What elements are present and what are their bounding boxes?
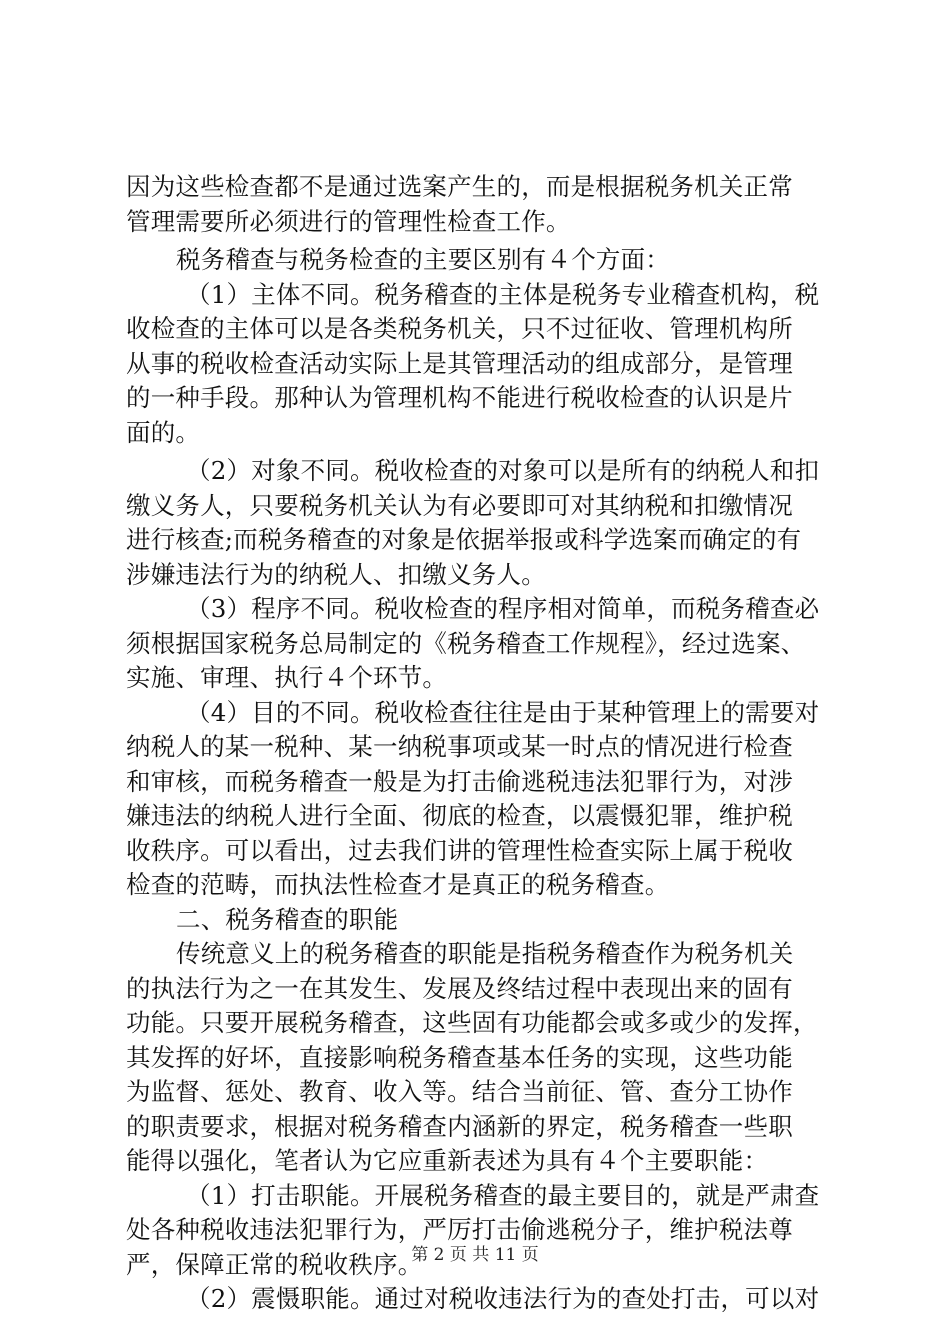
text-line: 为监督、惩处、教育、收入等。结合当前征、管、查分工协作 — [126, 1077, 793, 1106]
text-line: 收检查的主体可以是各类税务机关，只不过征收、管理机构所 — [126, 314, 793, 343]
text-line: 的执法行为之一在其发生、发展及终结过程中表现出来的固有 — [126, 973, 793, 1003]
text-line: （4）目的不同。税收检查往往是由于某种管理上的需要对 — [186, 697, 820, 727]
text-line: 检查的范畴，而执法性检查才是真正的税务稽查。 — [126, 870, 670, 899]
text-line: 面的。 — [126, 417, 201, 447]
text-line: 收秩序。可以看出，过去我们讲的管理性检查实际上属于税收 — [126, 835, 793, 865]
text-line: （1）主体不同。税务稽查的主体是税务专业稽查机构，税 — [186, 279, 820, 309]
text-line: 嫌违法的纳税人进行全面、彻底的检查，以震慑犯罪，维护税 — [126, 801, 793, 830]
text-line: 税务稽查与税务检查的主要区别有４个方面： — [176, 245, 670, 274]
text-line: 能得以强化，笔者认为它应重新表述为具有４个主要职能： — [126, 1146, 769, 1175]
text-line: 和审核，而税务稽查一般是为打击偷逃税违法犯罪行为，对涉 — [126, 766, 793, 796]
text-line: 功能。只要开展税务稽查，这些固有功能都会或多或少的发挥， — [126, 1008, 818, 1037]
page-number-footer: 第 2 页 共 11 页 — [411, 1245, 539, 1265]
document-body — [126, 170, 846, 1317]
text-line: （3）程序不同。税收检查的程序相对简单，而税务稽查必 — [186, 594, 820, 623]
text-line: （2）震慑职能。通过对税收违法行为的查处打击，可以对 — [186, 1284, 820, 1313]
text-line: （1）打击职能。开展税务稽查的最主要目的，就是严肃查 — [186, 1180, 820, 1210]
text-line: 涉嫌违法行为的纳税人、扣缴义务人。 — [126, 559, 546, 589]
text-line: 因为这些检查都不是通过选案产生的，而是根据税务机关正常 — [126, 172, 793, 201]
text-line: 严，保障正常的税收秩序。 — [126, 1249, 423, 1279]
section-heading: 二、税务稽查的职能 — [176, 904, 399, 934]
text-line: （2）对象不同。税收检查的对象可以是所有的纳税人和扣 — [186, 456, 820, 485]
text-line: 从事的税收检查活动实际上是其管理活动的组成部分，是管理 — [126, 348, 793, 378]
text-line: 须根据国家税务总局制定的《税务稽查工作规程》，经过选案、 — [126, 628, 806, 658]
text-line: 进行核查;而税务稽查的对象是依据举报或科学选案而确定的有 — [126, 525, 802, 554]
text-line: 纳税人的某一税种、某一纳税事项或某一时点的情况进行检查 — [126, 732, 793, 761]
text-line: 实施、审理、执行４个环节。 — [126, 663, 448, 692]
text-line: 管理需要所必须进行的管理性检查工作。 — [126, 206, 571, 236]
text-line: 处各种税收违法犯罪行为，严厉打击偷逃税分子，维护税法尊 — [126, 1215, 793, 1244]
text-line: 缴义务人，只要税务机关认为有必要即可对其纳税和扣缴情况 — [126, 490, 793, 520]
text-line: 的一种手段。那种认为管理机构不能进行税收检查的认识是片 — [126, 383, 793, 412]
text-line: 其发挥的好坏，直接影响税务稽查基本任务的实现，这些功能 — [126, 1042, 793, 1072]
text-line: 传统意义上的税务稽查的职能是指税务稽查作为税务机关 — [176, 939, 794, 968]
text-line: 的职责要求，根据对税务稽查内涵新的界定，税务稽查一些职 — [126, 1111, 793, 1141]
